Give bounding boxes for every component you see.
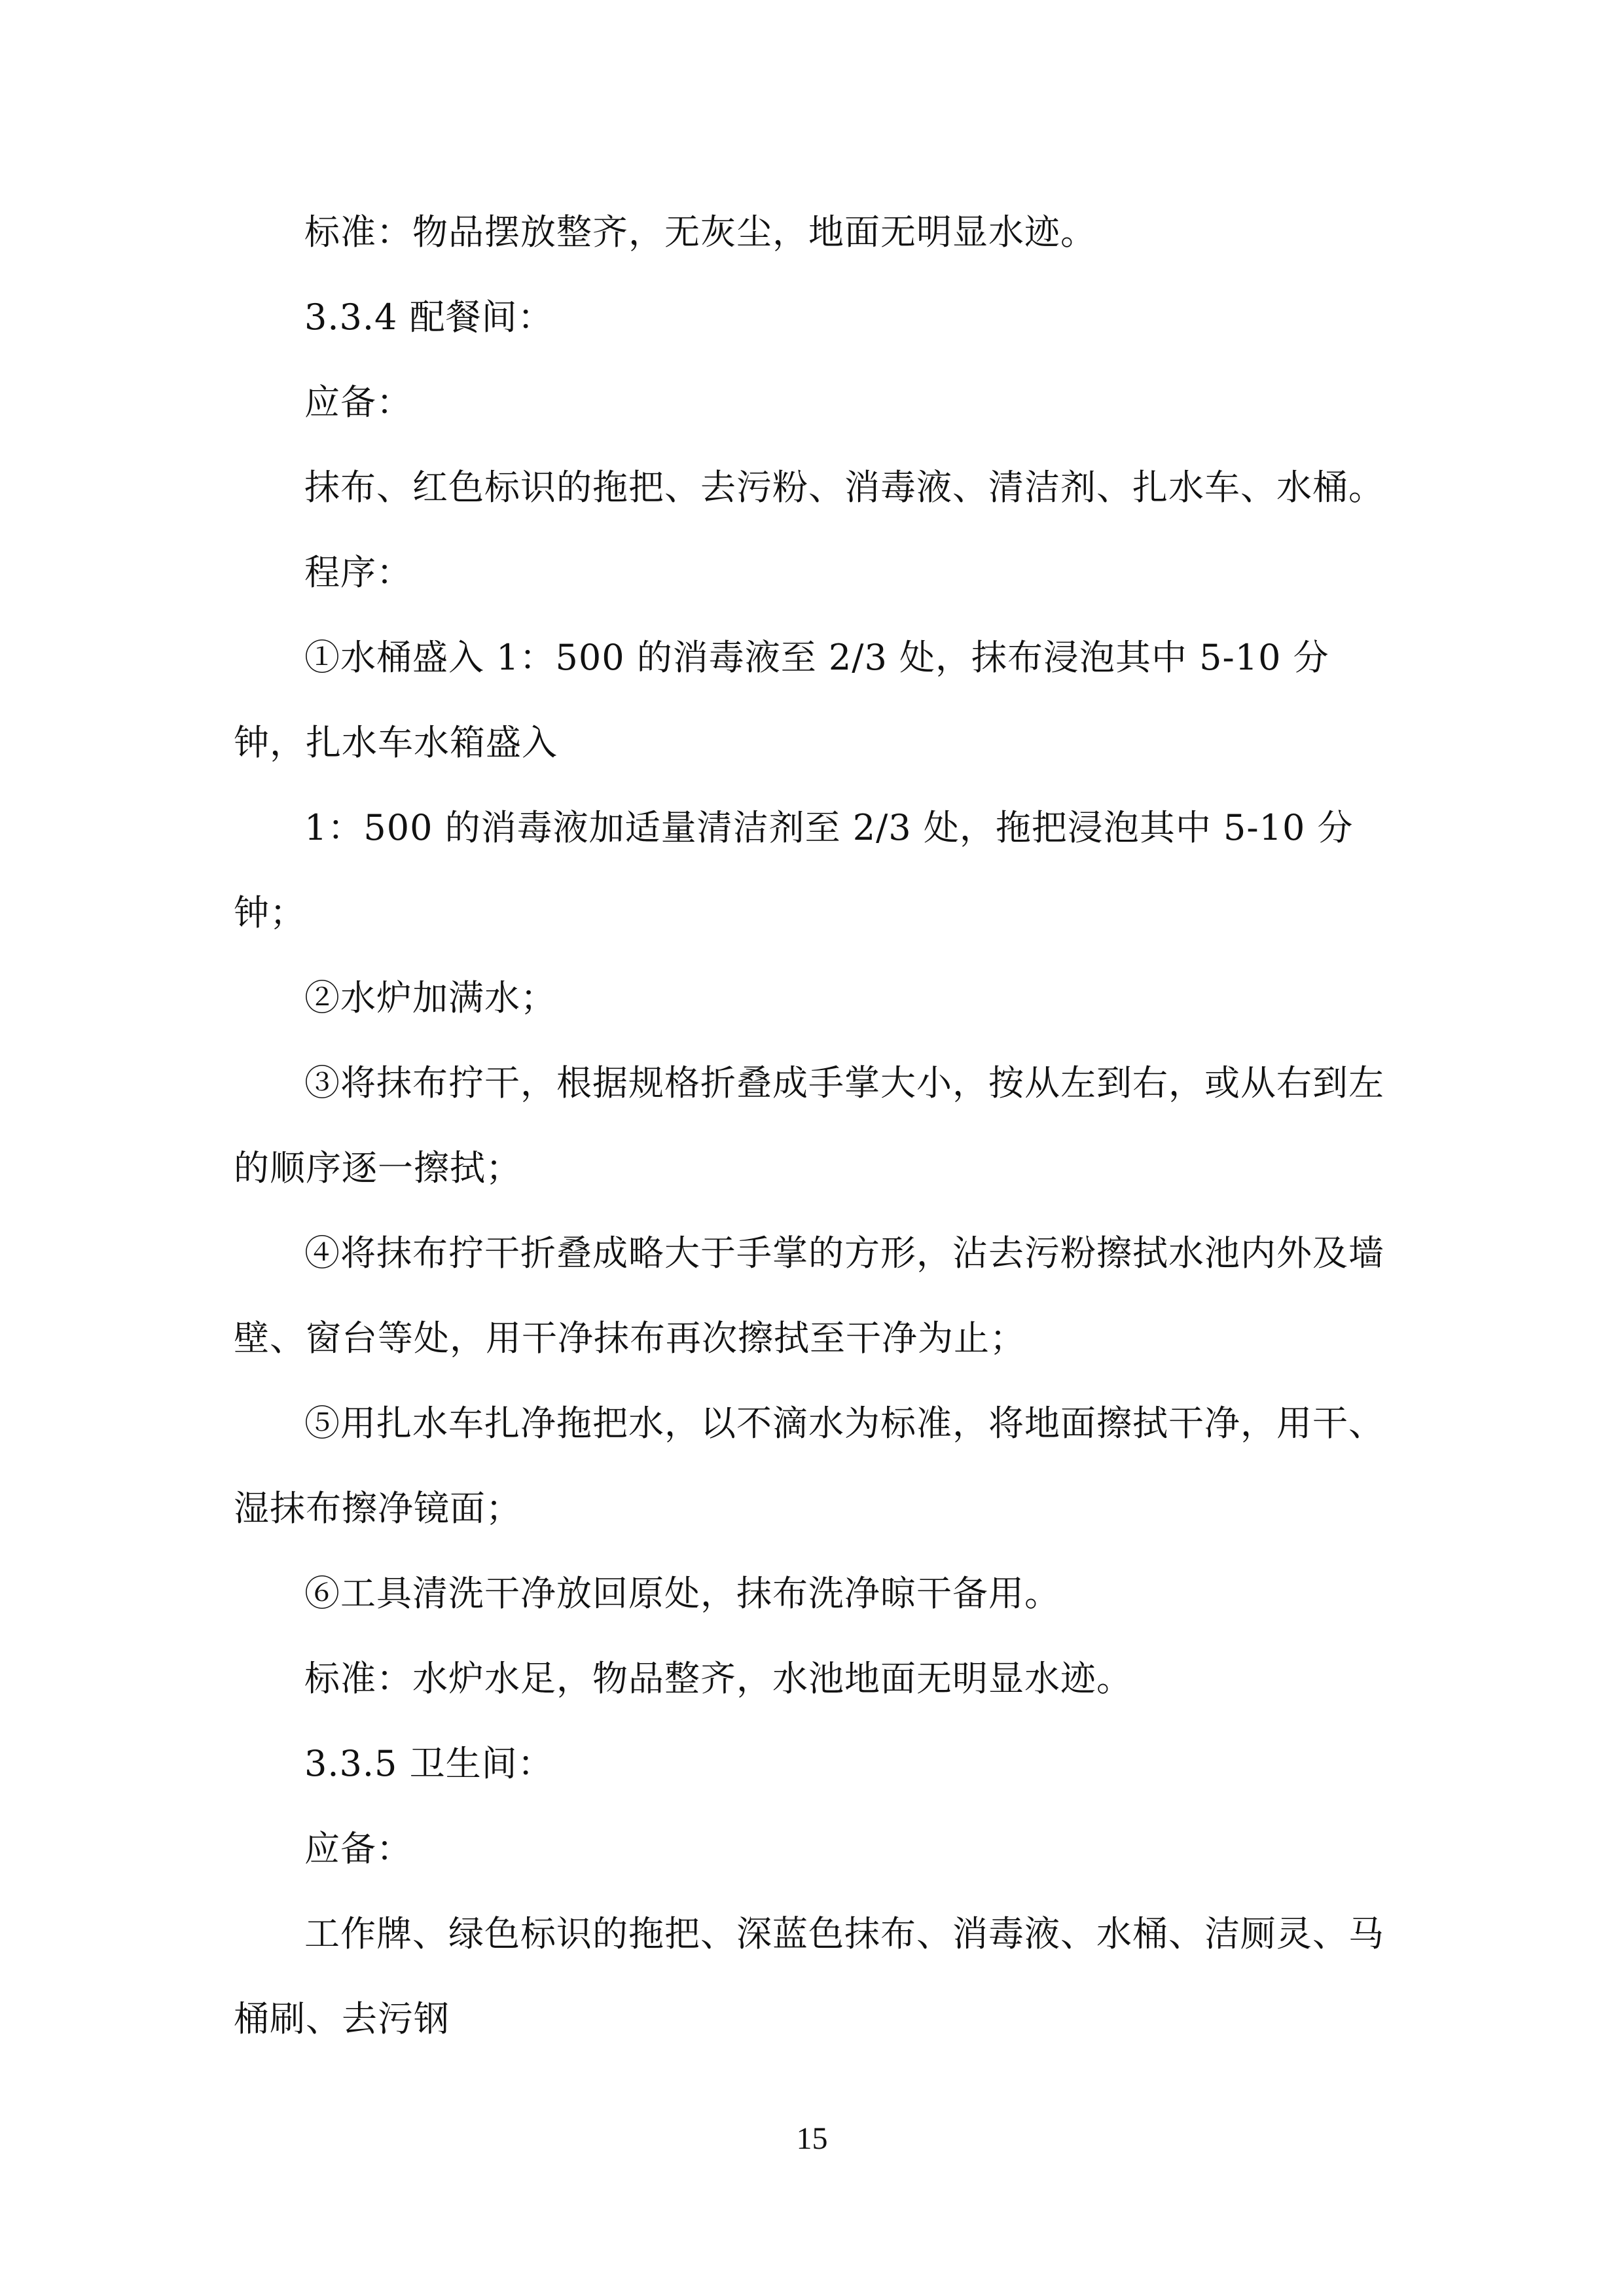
- paragraph-step-6: ⑥工具清洗干净放回原处，抹布洗净晾干备用。: [304, 1573, 1060, 1614]
- section-heading-3-3-5: 3.3.5 卫生间：: [304, 1743, 554, 1784]
- paragraph-procedure-label: 程序：: [304, 552, 412, 593]
- paragraph-prepare-label-1: 应备：: [304, 382, 412, 423]
- paragraph-step-1-continued: 1：500 的消毒液加适量清洁剂至 2/3 处，拖把浸泡其中 5-10 分钟；: [234, 807, 1354, 933]
- section-heading-3-3-4: 3.3.4 配餐间：: [304, 296, 554, 338]
- paragraph-step-3: ③将抹布拧干，根据规格折叠成手掌大小，按从左到右，或从右到左的顺序逐一擦拭；: [234, 1062, 1384, 1189]
- paragraph-standard-2: 标准：水炉水足，物品整齐，水池地面无明显水迹。: [304, 1658, 1132, 1699]
- paragraph-step-1: ①水桶盛入 1：500 的消毒液至 2/3 处，抹布浸泡其中 5-10 分钟，扎水车水箱盛入: [234, 637, 1329, 763]
- paragraph-standard-1: 标准：物品摆放整齐，无灰尘，地面无明显水迹。: [304, 211, 1096, 253]
- paragraph-prepare-label-2: 应备：: [304, 1828, 412, 1869]
- text-body: [234, 190, 1392, 2062]
- paragraph-supplies-2: 工作牌、绿色标识的拖把、深蓝色抹布、消毒液、水桶、洁厕灵、马桶刷、去污钢: [234, 1913, 1384, 2039]
- page-number: 15: [796, 2121, 828, 2156]
- paragraph-supplies-1: 抹布、红色标识的拖把、去污粉、消毒液、清洁剂、扎水车、水桶。: [304, 467, 1384, 508]
- paragraph-step-2: ②水炉加满水；: [304, 977, 556, 1018]
- paragraph-step-5: ⑤用扎水车扎净拖把水，以不滴水为标准，将地面擦拭干净，用干、湿抹布擦净镜面；: [234, 1403, 1384, 1529]
- paragraph-step-4: ④将抹布拧干折叠成略大于手掌的方形，沾去污粉擦拭水池内外及墙壁、窗台等处，用干净抹布再次擦拭至干净为止；: [234, 1232, 1384, 1359]
